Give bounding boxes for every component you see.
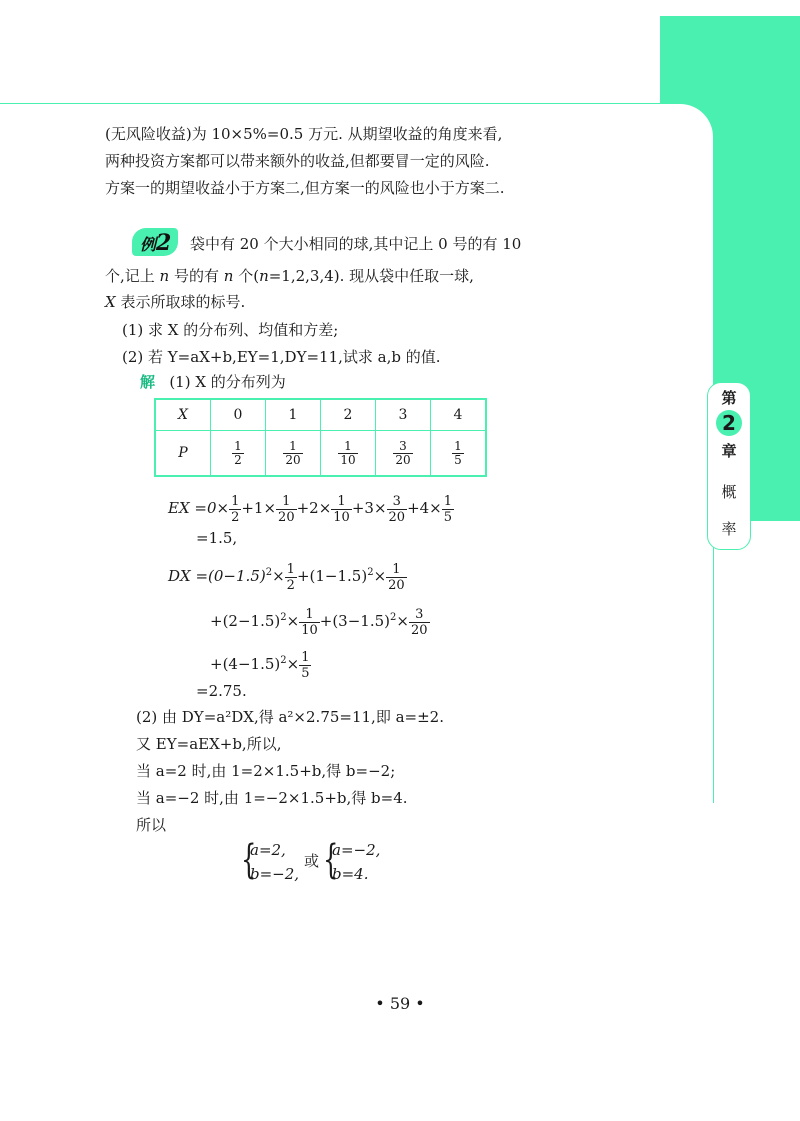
- distribution-table: [154, 398, 487, 477]
- table-cell: P: [155, 431, 211, 477]
- table-row: [155, 399, 486, 431]
- left-brace-icon: {: [241, 837, 257, 883]
- left-brace-icon: {: [323, 837, 339, 883]
- example-label: [132, 228, 182, 258]
- dx-equation-line-1: DX $=(0-1.5)^2\times$ $\frac{1}{2}$ $+(1-1.5)^2\times$ $\frac{1}{20}$: [168, 561, 405, 593]
- page-number: • 59 •: [375, 994, 425, 1013]
- or-word: 或: [304, 852, 320, 870]
- chapter-number: 2: [716, 410, 742, 436]
- intro-line-2: 两种投资方案都可以带来额外的收益,但都要冒一定的风险.: [105, 152, 490, 170]
- question-2: (2) 若 Y=aX+b,EY=1,DY=11,试求 a,b 的值.: [122, 348, 441, 366]
- part2-line-3: 当 a=2 时,由 1=2×1.5+b,得 b=−2;: [136, 762, 396, 780]
- ex-result: =1.5,: [196, 529, 238, 547]
- problem-line-3: X 表示所取球的标号.: [105, 293, 246, 311]
- dx-result: =2.75.: [196, 682, 247, 700]
- table-cell: 4: [431, 399, 487, 431]
- table-cell: $\frac{3}{20}$: [376, 431, 431, 477]
- table-cell: X: [155, 399, 211, 431]
- chapter-suffix: 章: [721, 442, 737, 460]
- solution-label: 解: [140, 373, 156, 391]
- problem-line-2: 个,记上 n 号的有 n 个(n=1,2,3,4). 现从袋中任取一球,: [105, 267, 474, 285]
- dx-equation-line-3: $+(4-1.5)^2\times$ $\frac{1}{5}$: [210, 649, 310, 681]
- chapter-title-char-2: 率: [721, 520, 737, 538]
- table-cell: $\frac{1}{10}$: [321, 431, 376, 477]
- table-cell: $\frac{1}{20}$: [266, 431, 321, 477]
- part2-line-1: (2) 由 DY=a²DX,得 a²×2.75=11,即 a=±2.: [136, 708, 444, 726]
- intro-line-3: 方案一的期望收益小于方案二,但方案一的风险也小于方案二.: [105, 179, 505, 197]
- table-cell: 1: [266, 399, 321, 431]
- chapter-title-char-1: 概: [721, 483, 737, 501]
- table-cell: $\frac{1}{2}$: [211, 431, 266, 477]
- chapter-tab[interactable]: [707, 382, 751, 550]
- table-cell: 0: [211, 399, 266, 431]
- part2-line-2: 又 EY=aEX+b,所以,: [136, 735, 282, 753]
- solution-intro: 解 (1) X 的分布列为: [140, 373, 286, 391]
- ex-equation: EX =0× $\frac{1}{2}$ +1× $\frac{1}{20}$ +2× $\frac{1}{10}$ +3× $\frac{3}{20}$ +4× $\frac{1}{5}$: [168, 493, 453, 525]
- problem-line-1: 袋中有 20 个大小相同的球,其中记上 0 号的有 10: [190, 235, 522, 253]
- example-label-prefix: 例: [140, 235, 157, 254]
- part2-line-4: 当 a=−2 时,由 1=−2×1.5+b,得 b=4.: [136, 789, 408, 807]
- dx-equation-line-2: $+(2-1.5)^2\times$ $\frac{1}{10}$ $+(3-1.5)^2\times$ $\frac{3}{20}$: [210, 606, 428, 638]
- table-cell: 2: [321, 399, 376, 431]
- question-1: (1) 求 X 的分布列、均值和方差;: [122, 321, 339, 339]
- example-label-number: 2: [156, 230, 172, 256]
- system-2: { a=−2, b=4.: [323, 837, 381, 883]
- table-cell: 3: [376, 399, 431, 431]
- intro-line-1: (无风险收益)为 10×5%=0.5 万元. 从期望收益的角度来看,: [105, 125, 503, 143]
- chapter-prefix: 第: [721, 389, 737, 407]
- table-row: [155, 431, 486, 477]
- system-1: { a=2, b=−2,: [241, 837, 300, 883]
- table-cell: $\frac{1}{5}$: [431, 431, 487, 477]
- part2-line-5: 所以: [136, 816, 167, 834]
